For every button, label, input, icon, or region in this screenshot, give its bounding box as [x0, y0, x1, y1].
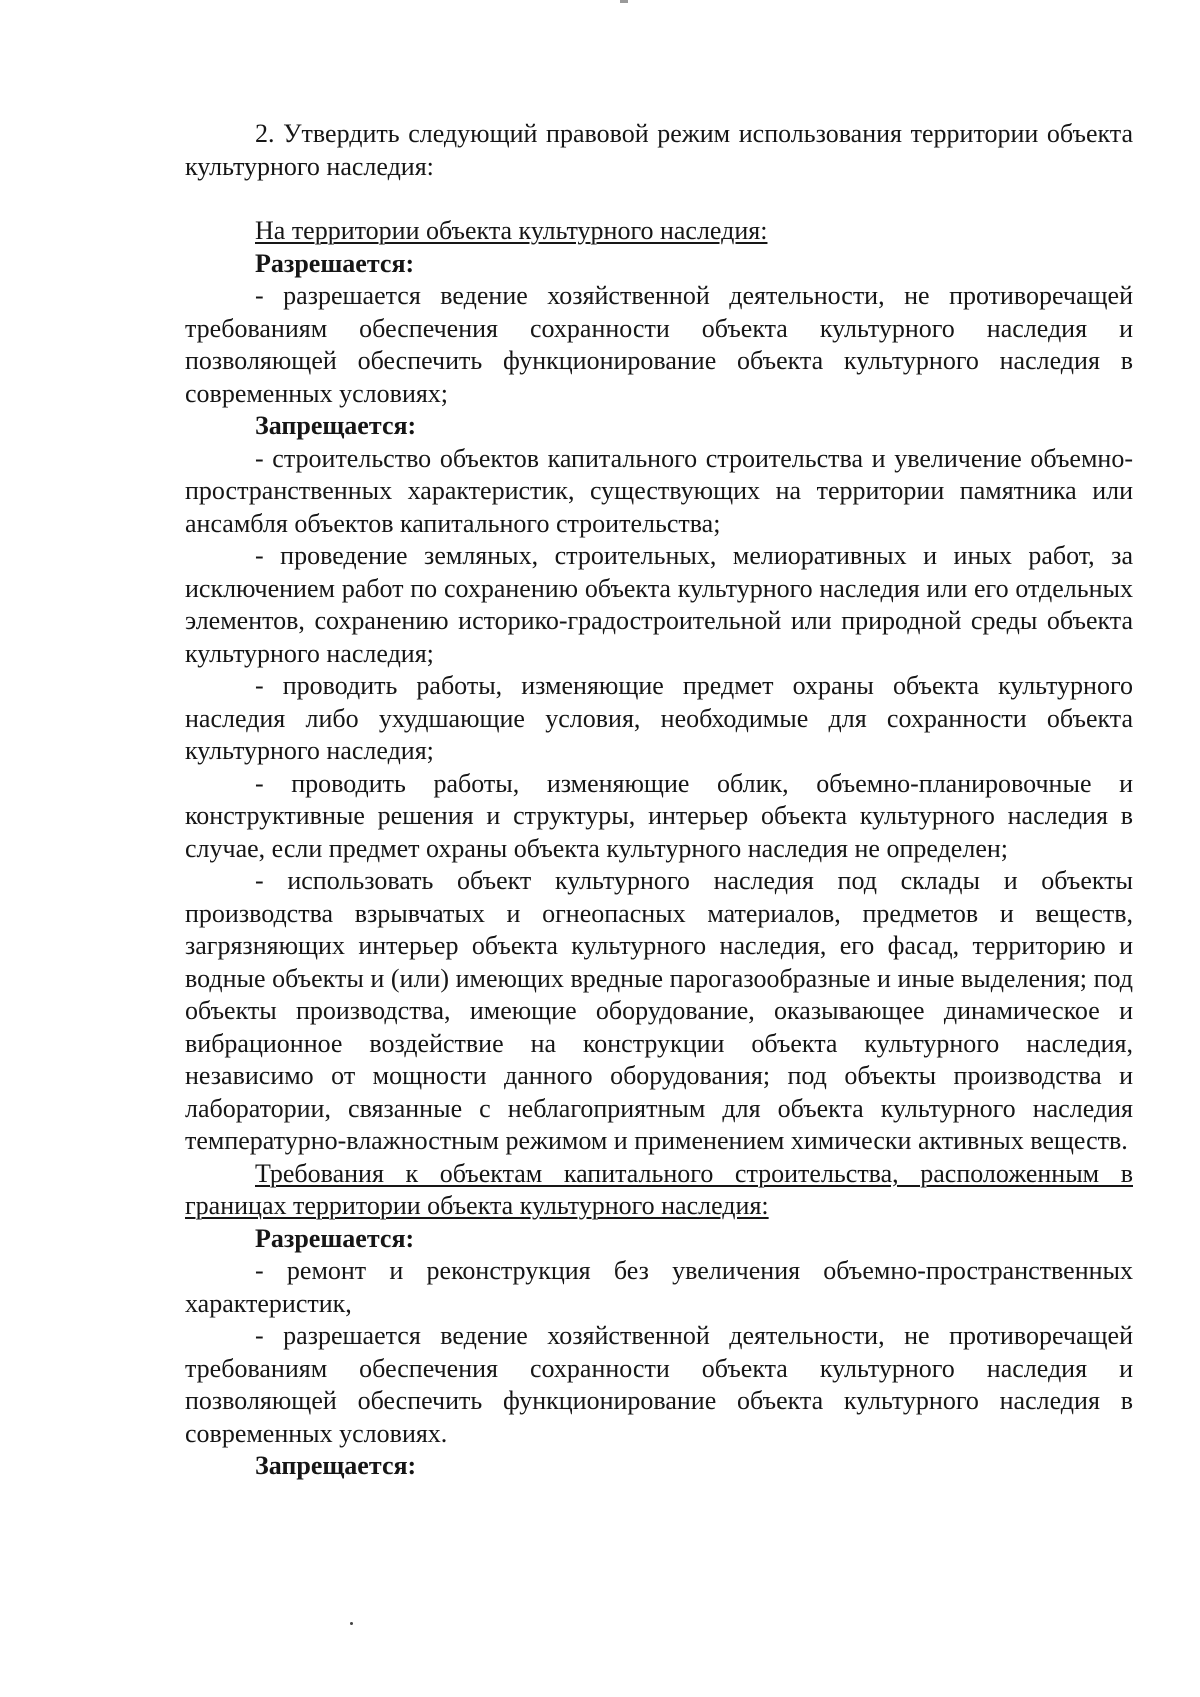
allowed-item: - ремонт и реконструкция без увеличения объемно-пространственных характеристик,	[185, 1256, 1133, 1318]
allowed-item: - разрешается ведение хозяйственной деятельности, не противоречащей требованиям обеспечения сохранности объекта культурного наследия и позволяющей обеспечить функционирование объекта культурного наследия в современных условиях;	[185, 281, 1133, 408]
section-heading-territory: На территории объекта культурного наследия:	[255, 216, 768, 245]
prohibited-item: - строительство объектов капитального строительства и увеличение объемно-пространственных характеристик, существующих на территории памятника или ансамбля объектов капитального строительства;	[185, 443, 1133, 538]
allowed-heading: Разрешается:	[255, 1223, 415, 1253]
prohibited-item: - проводить работы, изменяющие предмет охраны объекта культурного наследия либо ухудшающие условия, необходимые для сохранности объекта культурного наследия;	[185, 671, 1133, 765]
prohibited-heading: Запрещается:	[255, 411, 417, 440]
prohibited-heading: Запрещается:	[255, 1451, 417, 1480]
document-body	[185, 118, 1133, 1483]
scan-mark	[350, 1622, 353, 1625]
section-heading-requirements: Требования к объектам капитального строительства, расположенным в границах территории объекта культурного наследия:	[185, 1158, 1133, 1220]
allowed-item: - разрешается ведение хозяйственной деятельности, не противоречащей требованиям обеспечения сохранности объекта культурного наследия и позволяющей обеспечить функционирование объекта культурного наследия в современных условиях.	[185, 1321, 1133, 1448]
prohibited-item: - проводить работы, изменяющие облик, объемно-планировочные и конструктивные решения и структуры, интерьер объекта культурного наследия в случае, если предмет охраны объекта культурного наследия не определен;	[185, 768, 1133, 863]
prohibited-item: - проведение земляных, строительных, мелиоративных и иных работ, за исключением работ по сохранению объекта культурного наследия или его отдельных элементов, сохранению историко-градостроительной или природной среды объекта культурного наследия;	[185, 541, 1133, 668]
prohibited-item: - использовать объект культурного наследия под склады и объекты производства взрывчатых и огнеопасных материалов, предметов и веществ, загрязняющих интерьер объекта культурного наследия, его фасад, территорию и водные объекты и (или) имеющих вредные парогазообразные и иные выделения; под объекты производства, имеющие оборудование, оказывающее динамическое и вибрационное воздействие на конструкции объекта культурного наследия, независимо от мощности данного оборудования; под объекты производства и лаборатории, связанные с неблагоприятным для объекта культурного наследия температурно-влажностным режимом и применением химически активных веществ.	[185, 866, 1133, 1155]
scan-mark	[620, 0, 628, 3]
clause-intro: 2. Утвердить следующий правовой режим использования территории объекта культурного наследия:	[185, 119, 1133, 181]
allowed-heading: Разрешается:	[255, 248, 415, 278]
